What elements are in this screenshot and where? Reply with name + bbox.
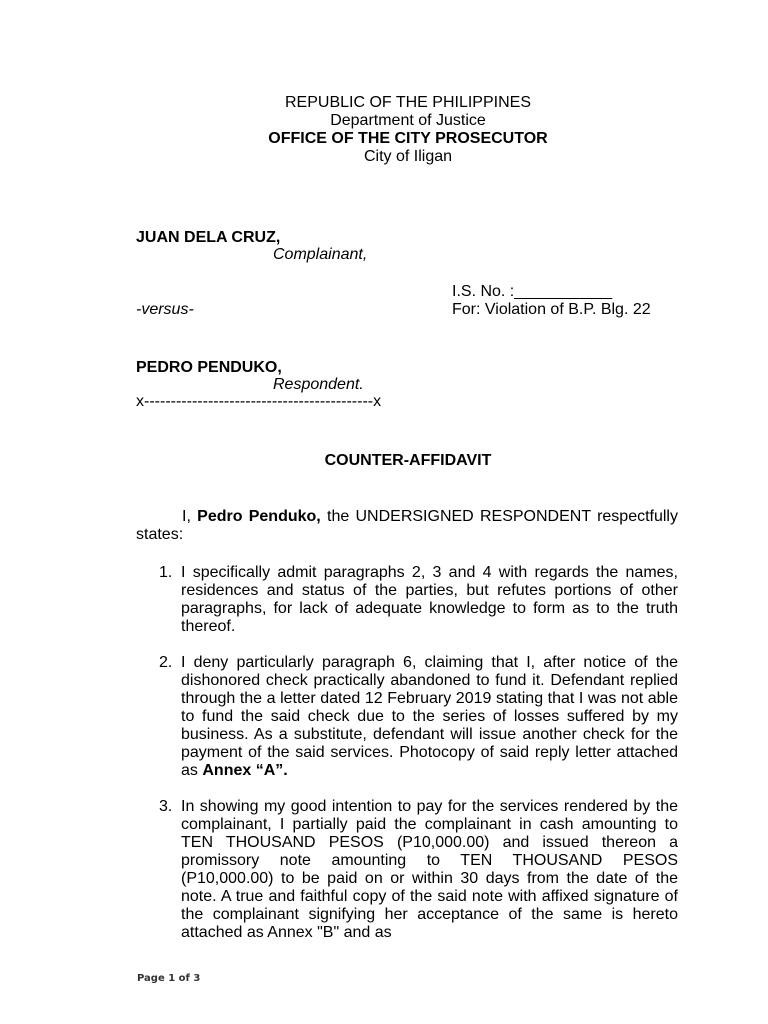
item-end: .	[283, 762, 288, 779]
list-item	[159, 798, 678, 942]
item-text: I deny particularly paragraph 6, claiming that I, after notice of the dishonored check practically abandoned to fund it. Defendant replied through the a letter dated 12 February 2019 stating that I was not able to fund the said check due to the series of losses suffered by my business. As a substitute, defendant will issue another check for the payment of the said services. Photocopy of said reply letter attached as	[181, 654, 678, 779]
complainant-name: JUAN DELA CRUZ,	[136, 229, 281, 246]
header-republic: REPUBLIC OF THE PHILIPPINES	[285, 94, 531, 111]
intro-paragraph	[136, 508, 678, 544]
respondent-name-inline: Pedro Penduko,	[197, 508, 321, 525]
header-office: OFFICE OF THE CITY PROSECUTOR	[268, 130, 548, 147]
intro-text: the UNDERSIGNED RESPONDENT respectfully states:	[136, 508, 678, 543]
case-number: I.S. No. :___________	[452, 283, 613, 300]
caption-separator: x-------------------------------------------x	[136, 393, 382, 410]
item-text: I specifically admit paragraphs 2, 3 and 4 with regards the names, residences and status of the parties, but refutes portions of other paragraphs, for lack of adequate knowledge to form as to the truth thereof.	[181, 564, 678, 635]
header-city: City of Iligan	[363, 148, 453, 165]
page-number: Page 1 of 3	[137, 973, 201, 984]
header-department: Department of Justice	[330, 112, 486, 129]
respondent-name: PEDRO PENDUKO,	[136, 359, 282, 376]
list-item	[159, 564, 678, 636]
item-text-block	[181, 654, 678, 780]
item-text: In showing my good intention to pay for the services rendered by the complainant, I partially paid the complainant in cash amounting to TEN THOUSAND PESOS (P10,000.00) and issued thereon a promissory note amounting to TEN THOUSAND PESOS (P10,000.00) to be paid on or within 30 days from the date of the note. A true and faithful copy of the said note with affixed signature of the complainant signifying her acceptance of the same is hereto attached as Annex "B" and as	[181, 798, 678, 941]
respondent-role: Respondent.	[273, 376, 364, 393]
versus-label: -versus-	[136, 301, 194, 318]
item-number: 2.	[159, 654, 173, 671]
complainant-role: Complainant,	[273, 246, 368, 263]
list-item	[159, 654, 678, 780]
document-title: COUNTER-AFFIDAVIT	[324, 452, 492, 469]
item-number: 3.	[159, 798, 173, 815]
intro-prefix: I,	[182, 508, 191, 525]
item-number: 1.	[159, 564, 173, 581]
case-charge: For: Violation of B.P. Blg. 22	[452, 301, 651, 318]
annex-a-label: Annex “A”	[202, 762, 284, 779]
